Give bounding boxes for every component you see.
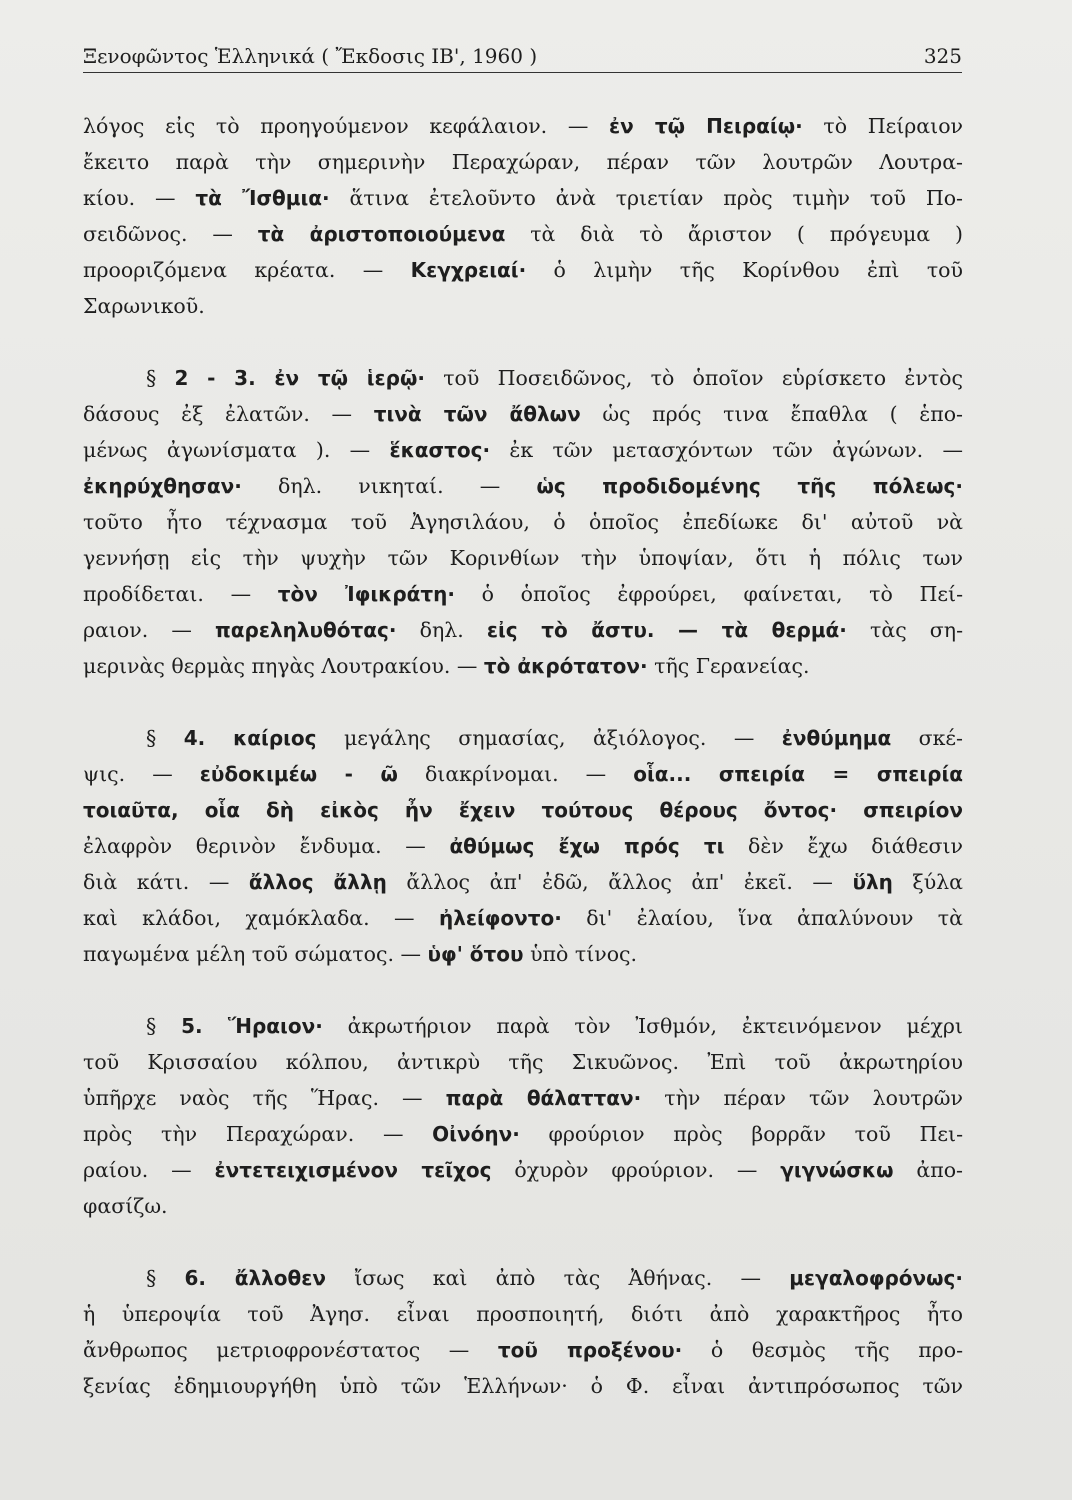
gloss-text: ἅτινα ἐτελοῦντο ἀνὰ τριετίαν πρὸς τιμὴν τοῦ Πο-	[329, 186, 963, 210]
lemma-term: ἐντετειχισμένον τεῖχος	[214, 1158, 492, 1182]
gloss-text: ὡς πρός τινα ἔπαθλα ( ἑπο-	[580, 402, 963, 426]
lemma-term: παρεληλυθότας·	[214, 618, 397, 642]
lemma-term: τοῦ προξένου·	[497, 1338, 683, 1362]
gloss-text: σκέ-	[891, 726, 963, 750]
lemma-term: 2 - 3. ἐν τῷ ἱερῷ·	[174, 366, 425, 390]
gloss-text: δάσους ἐξ ἐλατῶν. —	[83, 402, 374, 426]
gloss-text: παγωμένα μέλη τοῦ σώματος. —	[83, 942, 428, 966]
lemma-term: ὡς προδιδομένης τῆς πόλεως·	[536, 474, 963, 498]
gloss-text: §	[146, 726, 184, 750]
gloss-text: ἔκειτο παρὰ τὴν σημερινὴν Περαχώραν, πέραν τῶν λουτρῶν Λουτρα-	[83, 150, 963, 174]
lemma-term: οἷα... σπειρία = σπειρία	[633, 762, 963, 786]
gloss-text: μερινὰς θερμὰς πηγὰς Λουτρακίου. —	[83, 654, 484, 678]
lemma-term: τὰ ἀριστοποιούμενα	[257, 222, 506, 246]
lemma-term: τὰ Ἴσθμια·	[195, 186, 330, 210]
lemma-term: 4. καίριος	[183, 726, 317, 750]
paragraph-gap	[83, 684, 963, 720]
text-line	[83, 432, 963, 468]
header-rule	[83, 72, 962, 73]
text-line	[83, 900, 963, 936]
text-line	[83, 936, 963, 972]
text-line	[83, 288, 963, 324]
gloss-text: §	[146, 1014, 182, 1038]
text-line	[83, 540, 963, 576]
gloss-text: ἄλλος ἀπ' ἐδῶ, ἄλλος ἀπ' ἐκεῖ. —	[386, 870, 853, 894]
gloss-text: ἀκρωτήριον παρὰ τὸν Ἰσθμόν, ἐκτεινόμενον μέχρι	[322, 1014, 963, 1038]
gloss-text: διὰ κάτι. —	[83, 870, 249, 894]
text-line	[83, 828, 963, 864]
gloss-text: δὲν ἔχω διάθεσιν	[724, 834, 963, 858]
gloss-text: μεγάλης σημασίας, ἀξιόλογος. —	[316, 726, 782, 750]
text-line	[83, 864, 963, 900]
text-line	[83, 1116, 963, 1152]
gloss-text: διακρίνομαι. —	[397, 762, 634, 786]
text-line	[83, 1044, 963, 1080]
text-line	[83, 648, 963, 684]
lemma-term: ἐκηρύχθησαν·	[83, 474, 242, 498]
gloss-text: τὰς ση-	[846, 618, 963, 642]
paragraph-gap	[83, 1224, 963, 1260]
text-line	[83, 108, 963, 144]
gloss-text: ἴσως καὶ ἀπὸ τὰς Ἀθήνας. —	[326, 1266, 790, 1290]
paragraph-gap	[83, 972, 963, 1008]
gloss-text: μένως ἀγωνίσματα ). —	[83, 438, 390, 462]
lemma-term: εὐδοκιμέω - ῶ	[199, 762, 398, 786]
lemma-term: ὕλη	[852, 870, 893, 894]
gloss-text: ὀχυρὸν φρούριον. —	[491, 1158, 781, 1182]
text-line	[83, 1332, 963, 1368]
gloss-text: ἐλαφρὸν θερινὸν ἔνδυμα. —	[83, 834, 450, 858]
gloss-text: λόγος εἰς τὸ προηγούμενον κεφάλαιον. —	[83, 114, 610, 138]
gloss-text: φασίζω.	[83, 1194, 168, 1218]
lemma-term: Κεγχρειαί·	[410, 258, 527, 282]
text-line	[83, 468, 963, 504]
gloss-text: προοριζόμενα κρέατα. —	[83, 258, 411, 282]
gloss-text: §	[146, 366, 175, 390]
lemma-term: μεγαλοφρόνως·	[789, 1266, 963, 1290]
text-line	[83, 396, 963, 432]
gloss-text: φρούριον πρὸς βορρᾶν τοῦ Πει-	[519, 1122, 963, 1146]
gloss-text: γεννήσῃ εἰς τὴν ψυχὴν τῶν Κορινθίων τὴν ὑποψίαν, ὅτι ἡ πόλις των	[83, 546, 963, 570]
gloss-text: τοῦ Κρισσαίου κόλπου, ἀντικρὺ τῆς Σικυῶνος. Ἐπὶ τοῦ ἀκρωτηρίου	[83, 1050, 963, 1074]
lemma-term: ὑφ' ὅτου	[427, 942, 524, 966]
lemma-term: 5. Ἥραιον·	[181, 1014, 323, 1038]
gloss-text: τοῦ Ποσειδῶνος, τὸ ὁποῖον εὑρίσκετο ἐντὸς	[424, 366, 963, 390]
text-line	[83, 612, 963, 648]
text-line	[83, 504, 963, 540]
gloss-text: κίου. —	[83, 186, 196, 210]
gloss-text: καὶ κλάδοι, χαμόκλαδα. —	[83, 906, 439, 930]
text-line	[83, 1008, 963, 1044]
lemma-term: ἕκαστος·	[389, 438, 491, 462]
gloss-text: ραιον. —	[83, 618, 215, 642]
page-header	[83, 40, 962, 72]
paragraph-gap	[83, 324, 963, 360]
lemma-term: ἠλείφοντο·	[438, 906, 562, 930]
gloss-text: πρὸς τὴν Περαχώραν. —	[83, 1122, 433, 1146]
gloss-text: ἀπο-	[893, 1158, 963, 1182]
text-line	[83, 1368, 963, 1404]
lemma-term: Οἰνόην·	[432, 1122, 520, 1146]
gloss-text: ξενίας ἐδημιουργήθη ὑπὸ τῶν Ἑλλήνων· ὁ Φ. εἶναι ἀντιπρόσωπος τῶν	[83, 1374, 963, 1398]
text-line	[83, 1080, 963, 1116]
gloss-text: ψις. —	[83, 762, 200, 786]
gloss-text: ὁ θεσμὸς τῆς προ-	[682, 1338, 963, 1362]
gloss-text: ραίου. —	[83, 1158, 215, 1182]
text-line	[83, 180, 963, 216]
gloss-text: δι' ἐλαίου, ἵνα ἀπαλύνουν τὰ	[561, 906, 963, 930]
running-title: Ξενοφῶντος Ἑλληνικά ( Ἔκδοσις ΙΒ', 1960 )	[83, 44, 538, 68]
lemma-term: ἐν τῷ Πειραίῳ·	[609, 114, 803, 138]
lemma-term: ἄλλος ἄλλῃ	[248, 870, 387, 894]
gloss-text: Σαρωνικοῦ.	[83, 294, 205, 318]
gloss-text: δηλ. νικηταί. —	[241, 474, 537, 498]
lemma-term: τινὰ τῶν ἄθλων	[373, 402, 581, 426]
gloss-text: σειδῶνος. —	[83, 222, 258, 246]
gloss-text: τὸ Πείραιον	[802, 114, 963, 138]
gloss-text: ἡ ὑπεροψία τοῦ Ἀγησ. εἶναι προσποιητή, διότι ἀπὸ χαρακτῆρος ἦτο	[83, 1302, 963, 1326]
gloss-text: ὁ λιμὴν τῆς Κορίνθου ἐπὶ τοῦ	[526, 258, 963, 282]
lemma-term: τοιαῦτα, οἷα δὴ εἰκὸς ἦν ἔχειν τούτους θέρους ὄντος· σπειρίον	[83, 798, 963, 822]
text-line	[83, 756, 963, 792]
gloss-text: προδίδεται. —	[83, 582, 278, 606]
text-line	[83, 1152, 963, 1188]
commentary-text	[83, 108, 963, 1404]
text-line	[83, 360, 963, 396]
gloss-text: §	[146, 1266, 185, 1290]
gloss-text: ὑπῆρχε ναὸς τῆς Ἥρας. —	[83, 1086, 446, 1110]
lemma-term: 6. ἄλλοθεν	[184, 1266, 326, 1290]
lemma-term: ἀθύμως ἔχω πρός τι	[449, 834, 725, 858]
text-line	[83, 576, 963, 612]
lemma-term: εἰς τὸ ἄστυ. — τὰ θερμά·	[486, 618, 847, 642]
gloss-text: ξύλα	[892, 870, 963, 894]
gloss-text: τῆς Γερανείας.	[647, 654, 810, 678]
gloss-text: τὴν πέραν τῶν λουτρῶν	[641, 1086, 963, 1110]
text-line	[83, 216, 963, 252]
lemma-term: γιγνώσκω	[780, 1158, 894, 1182]
lemma-term: ἐνθύμημα	[781, 726, 892, 750]
gloss-text: ὑπὸ τίνος.	[523, 942, 638, 966]
page-number: 325	[923, 44, 962, 68]
lemma-term: τὸν Ἰφικράτη·	[277, 582, 455, 606]
lemma-term: τὸ ἀκρότατον·	[483, 654, 648, 678]
text-line	[83, 1260, 963, 1296]
text-line	[83, 792, 963, 828]
gloss-text: ἄνθρωπος μετριοφρονέστατος —	[83, 1338, 498, 1362]
text-line	[83, 144, 963, 180]
text-line	[83, 1188, 963, 1224]
gloss-text: δηλ.	[396, 618, 487, 642]
gloss-text: τοῦτο ἦτο τέχνασμα τοῦ Ἀγησιλάου, ὁ ὁποῖος ἐπεδίωκε δι' αὐτοῦ νὰ	[83, 510, 963, 534]
text-line	[83, 720, 963, 756]
text-line	[83, 252, 963, 288]
text-line	[83, 1296, 963, 1332]
gloss-text: τὰ διὰ τὸ ἄριστον ( πρόγευμα )	[505, 222, 963, 246]
gloss-text: ἐκ τῶν μετασχόντων τῶν ἀγώνων. —	[490, 438, 963, 462]
lemma-term: παρὰ θάλατταν·	[445, 1086, 642, 1110]
gloss-text: ὁ ὁποῖος ἐφρούρει, φαίνεται, τὸ Πεί-	[455, 582, 963, 606]
